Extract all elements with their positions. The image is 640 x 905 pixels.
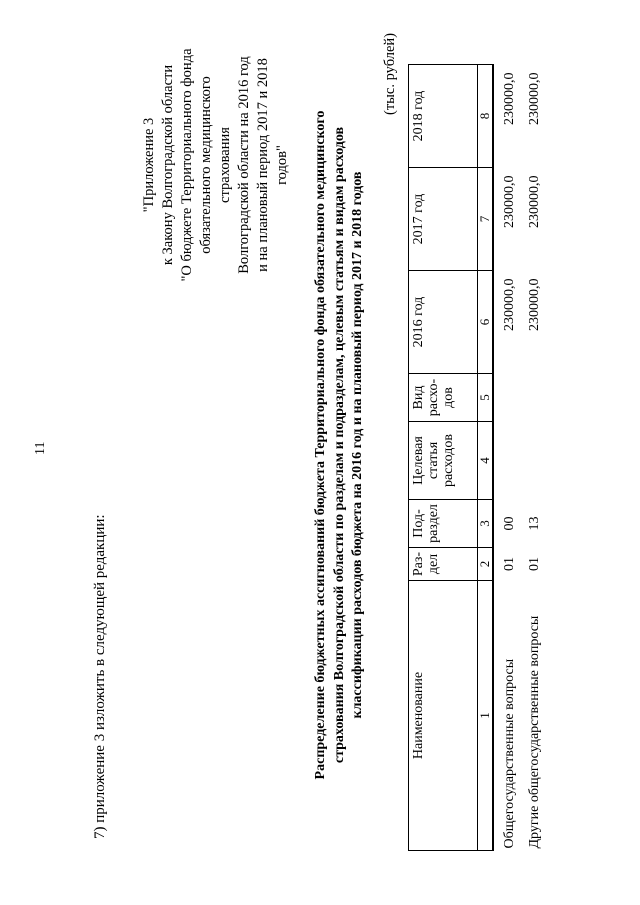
header-text: 2016 год (411, 296, 426, 348)
row-name: Другие общегосударственные вопросы (527, 615, 542, 849)
row-subsection: 00 (502, 516, 517, 531)
column-number: 4 (478, 422, 494, 500)
appendix-header (140, 45, 292, 285)
row-section: 01 (527, 557, 542, 571)
header-text: дел (426, 553, 441, 575)
row-target (519, 422, 544, 500)
appendix-line: Волгоградской области на 2016 год (236, 56, 252, 274)
header-text: Под- (411, 509, 426, 538)
header-subsection (409, 500, 478, 548)
header-text: 2018 год (411, 90, 426, 142)
header-text: Вид (411, 385, 426, 410)
header-text: расходов (441, 433, 456, 488)
title-line: Распределение бюджетных ассигнований бюджета Территориального фонда обязательного медицинского (313, 110, 328, 780)
units-label: (тыс. рублей) (382, 33, 398, 115)
intro-text: 7) приложение 3 изложить в следующей редакции: (92, 514, 108, 839)
title-line: страхования Волгоградской области по разделам и подразделам, целевым статьям и видам расходов (331, 126, 347, 764)
row-2017: 230000,0 (502, 175, 517, 228)
column-number: 7 (478, 168, 494, 271)
header-name (409, 581, 478, 851)
header-type (409, 374, 478, 422)
column-number-row (478, 65, 494, 851)
header-text: 2017 год (411, 193, 426, 245)
appendix-line: и на плановый период 2017 и 2018 годов" (255, 58, 290, 272)
header-text: Раз- (411, 551, 426, 577)
header-target (409, 422, 478, 500)
table-header-row (409, 65, 478, 851)
header-section (409, 548, 478, 581)
budget-table (408, 64, 544, 851)
header-name-text: Наименование (411, 671, 426, 760)
header-2017 (409, 168, 478, 271)
appendix-line: "О бюджете Территориального фонда (179, 48, 195, 282)
header-2018 (409, 65, 478, 168)
appendix-line: к Закону Волгоградской области (160, 64, 176, 266)
header-text: дов (441, 387, 456, 408)
row-2016: 230000,0 (527, 278, 542, 331)
header-text: расхо- (426, 378, 441, 417)
column-number: 5 (478, 374, 494, 422)
header-text: Целевая (411, 436, 426, 485)
appendix-line: обязательного медицинского страхования (198, 76, 233, 254)
column-number: 3 (478, 500, 494, 548)
table-row (493, 65, 519, 851)
document-title (312, 45, 368, 845)
page-number: 11 (33, 441, 48, 455)
header-text: раздел (426, 504, 441, 543)
column-number: 6 (478, 271, 494, 374)
row-target (493, 422, 519, 500)
row-2018: 230000,0 (527, 72, 542, 125)
column-number: 8 (478, 65, 494, 168)
appendix-line: "Приложение 3 (141, 117, 157, 213)
title-line: классификации расходов бюджета на 2016 год и на плановый период 2017 и 2018 годов (350, 171, 365, 719)
column-number: 2 (478, 548, 494, 581)
row-name: Общегосударственные вопросы (502, 658, 517, 849)
row-2016: 230000,0 (502, 278, 517, 331)
table-row (519, 65, 544, 851)
header-2016 (409, 271, 478, 374)
row-2018: 230000,0 (502, 72, 517, 125)
row-subsection: 13 (527, 516, 542, 531)
row-section: 01 (502, 557, 517, 571)
row-type (493, 374, 519, 422)
column-number: 1 (478, 581, 494, 851)
row-type (519, 374, 544, 422)
header-text: статья (426, 441, 441, 480)
row-2017: 230000,0 (527, 175, 542, 228)
